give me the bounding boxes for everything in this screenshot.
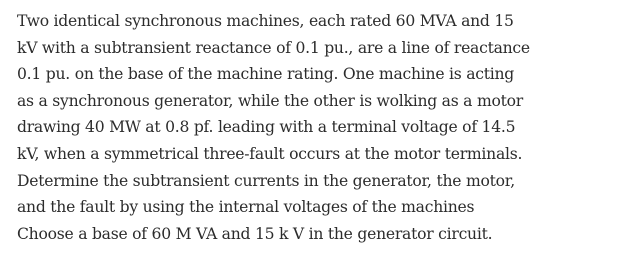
problem-statement — [17, 8, 613, 247]
text-line: Determine the subtransient currents in the generator, the motor, — [17, 171, 515, 190]
text-line: and the fault by using the internal voltages of the machines — [17, 198, 475, 217]
text-line: as a synchronous generator, while the other is wolking as a motor — [17, 91, 523, 110]
text-line: kV with a subtransient reactance of 0.1 pu., are a line of reactance — [17, 38, 530, 57]
text-line: Two identical synchronous machines, each rated 60 MVA and 15 — [17, 12, 514, 30]
text-line: Choose a base of 60 M VA and 15 k V in the generator circuit. — [17, 224, 493, 243]
text-line: 0.1 pu. on the base of the machine rating. One machine is acting — [17, 65, 515, 84]
text-line: kV, when a symmetrical three-fault occurs at the motor terminals. — [17, 144, 523, 163]
text-line: drawing 40 MW at 0.8 pf. leading with a terminal voltage of 14.5 — [17, 118, 516, 137]
